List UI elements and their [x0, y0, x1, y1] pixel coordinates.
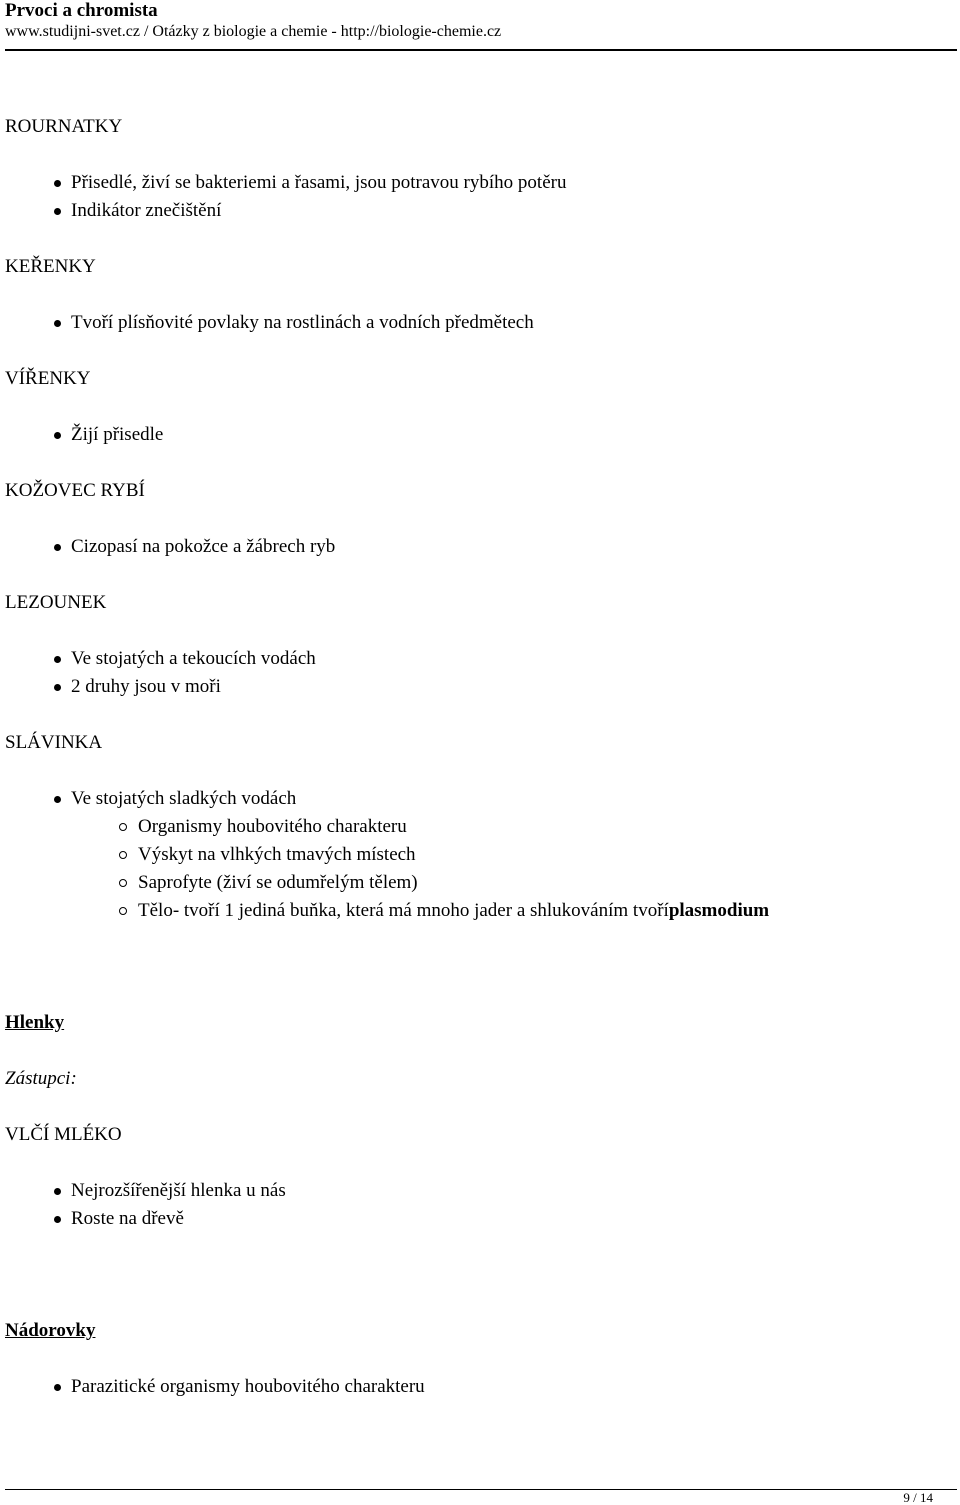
section-title-kozovec: KOŽOVEC RYBÍ: [5, 480, 145, 501]
footer-divider: [5, 1489, 957, 1490]
bold-term: plasmodium: [668, 900, 770, 921]
sub-list-item: Organismy houbovitého charakteru: [138, 816, 407, 837]
heading-nadorovky: Nádorovky: [5, 1320, 96, 1341]
sub-list-item: [138, 899, 769, 923]
heading-hlenky: Hlenky: [5, 1012, 65, 1033]
list-item: Ve stojatých a tekoucích vodách: [71, 648, 316, 669]
list-item: Přisedlé, živí se bakteriemi a řasami, jsou potravou rybího potěru: [71, 172, 567, 193]
list-item: Roste na dřevě: [71, 1208, 184, 1229]
section-title-virenky: VÍŘENKY: [5, 368, 91, 389]
sub-list-item-text: Tělo- tvoří 1 jediná buňka, která má mnoho jader a shlukováním tvoří: [138, 900, 669, 921]
page-number: 9 / 14: [903, 1490, 933, 1505]
section-title-kerenky: KEŘENKY: [5, 256, 96, 277]
list-item: Cizopasí na pokožce a žábrech ryb: [71, 536, 336, 557]
document-title: Prvoci a chromista: [5, 0, 158, 21]
list-item: Indikátor znečištění: [71, 200, 222, 221]
list-item: Nejrozšířenější hlenka u nás: [71, 1180, 286, 1201]
section-title-slavinka: SLÁVINKA: [5, 732, 103, 753]
sub-list-item: Saprofyte (živí se odumřelým tělem): [138, 872, 418, 893]
list-item: Parazitické organismy houbovitého charakteru: [71, 1376, 425, 1397]
label-zastupci: Zástupci:: [5, 1068, 77, 1089]
list-item: 2 druhy jsou v moři: [71, 676, 221, 697]
header-divider: [5, 49, 957, 51]
list-item: Tvoří plísňovité povlaky na rostlinách a vodních předmětech: [71, 312, 534, 333]
section-title-vlci-mleko: VLČÍ MLÉKO: [5, 1124, 122, 1145]
list-item: Žijí přisedle: [71, 424, 164, 445]
source-line: www.studijni-svet.cz / Otázky z biologie a chemie - http://biologie-chemie.cz: [5, 23, 502, 40]
section-title-rournatky: ROURNATKY: [5, 116, 123, 137]
sub-list-item: Výskyt na vlhkých tmavých místech: [138, 844, 416, 865]
list-item: Ve stojatých sladkých vodách: [71, 788, 297, 809]
section-title-lezounek: LEZOUNEK: [5, 592, 107, 613]
page-header: [5, 0, 957, 42]
